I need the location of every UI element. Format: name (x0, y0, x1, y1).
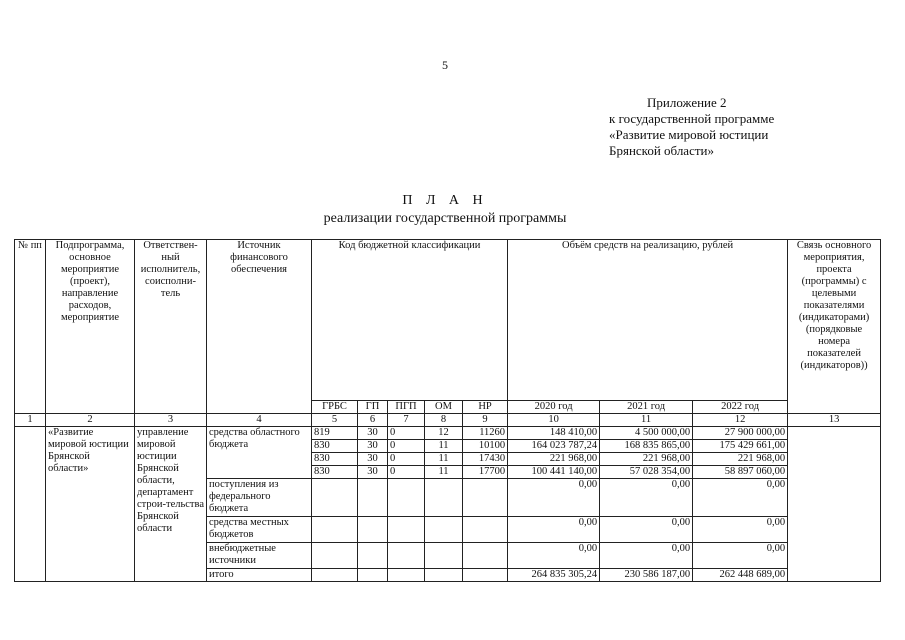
amount-2020: 100 441 140,00 (508, 466, 600, 479)
source-local: средства местных бюджетов (207, 517, 312, 543)
appendix-block (609, 95, 774, 159)
nr-cell (463, 569, 508, 582)
header-subprogram: Подпрограмма, основное мероприятие (проект), направление расходов, мероприятие (46, 240, 135, 414)
nr-cell (463, 543, 508, 569)
gp-cell: 30 (358, 453, 388, 466)
grbs-cell (312, 517, 358, 543)
amount-2021: 168 835 865,00 (600, 440, 693, 453)
om-cell (425, 517, 463, 543)
nr-cell (463, 517, 508, 543)
om-cell (425, 569, 463, 582)
amount-2022: 0,00 (693, 479, 788, 517)
amount-2020: 148 410,00 (508, 427, 600, 440)
plan-subtitle: реализации государственной программы (323, 211, 567, 226)
col-number: 12 (693, 414, 788, 427)
grbs-cell: 830 (312, 466, 358, 479)
grbs-cell: 819 (312, 427, 358, 440)
gp-cell: 30 (358, 466, 388, 479)
pgp-cell (388, 479, 425, 517)
col-number: 8 (425, 414, 463, 427)
appendix-line: «Развитие мировой юстиции (609, 127, 769, 142)
amount-2020: 164 023 787,24 (508, 440, 600, 453)
header-nr: НР (463, 401, 508, 414)
col-number: 11 (600, 414, 693, 427)
header-link: Связь основного мероприятия, проекта (программы) с целевыми показателями (индикаторами) (порядковые номера показателей (индикаторов)) (788, 240, 881, 414)
total-2022: 262 448 689,00 (693, 569, 788, 582)
col-number: 6 (358, 414, 388, 427)
col-number: 13 (788, 414, 881, 427)
amount-2022: 27 900 000,00 (693, 427, 788, 440)
om-cell (425, 479, 463, 517)
amount-2021: 0,00 (600, 517, 693, 543)
pgp-cell: 0 (388, 453, 425, 466)
om-cell (425, 543, 463, 569)
pgp-cell: 0 (388, 466, 425, 479)
header-pgp: ПГП (388, 401, 425, 414)
total-2020: 264 835 305,24 (508, 569, 600, 582)
header-kbk: Код бюджетной классификации (312, 240, 508, 401)
gp-cell: 30 (358, 440, 388, 453)
gp-cell: 30 (358, 427, 388, 440)
pgp-cell: 0 (388, 440, 425, 453)
gp-cell (358, 479, 388, 517)
gp-cell (358, 517, 388, 543)
row-num-cell (15, 427, 46, 582)
col-number: 2 (46, 414, 135, 427)
nr-cell (463, 479, 508, 517)
column-numbers-row (15, 414, 881, 427)
nr-cell: 17430 (463, 453, 508, 466)
om-cell: 11 (425, 466, 463, 479)
grbs-cell (312, 479, 358, 517)
subprogram-name: «Развитие мировой юстиции Брянской области» (46, 427, 135, 582)
appendix-line: Брянской области» (609, 143, 714, 158)
source-extrabudgetary: внебюджетные источники (207, 543, 312, 569)
page-number: 5 (442, 58, 448, 72)
header-gp: ГП (358, 401, 388, 414)
amount-2022: 175 429 661,00 (693, 440, 788, 453)
col-number: 1 (15, 414, 46, 427)
col-number: 5 (312, 414, 358, 427)
appendix-line: к государственной программе (609, 111, 775, 126)
amount-2022: 58 897 060,00 (693, 466, 788, 479)
pgp-cell (388, 517, 425, 543)
amount-2022: 0,00 (693, 517, 788, 543)
amount-2021: 0,00 (600, 543, 693, 569)
executor-name: управление мировой юстиции Брянской области, департамент строи-тельства Брянской области (135, 427, 207, 582)
grbs-cell: 830 (312, 440, 358, 453)
om-cell: 12 (425, 427, 463, 440)
header-year-2021: 2021 год (600, 401, 693, 414)
grbs-cell (312, 543, 358, 569)
source-regional-budget: средства областного бюджета (207, 427, 312, 479)
pgp-cell (388, 569, 425, 582)
amount-2022: 0,00 (693, 543, 788, 569)
header-num: № пп (15, 240, 46, 414)
amount-2020: 0,00 (508, 517, 600, 543)
total-2021: 230 586 187,00 (600, 569, 693, 582)
gp-cell (358, 543, 388, 569)
header-om: ОМ (425, 401, 463, 414)
total-label: итого (207, 569, 312, 582)
amount-2022: 221 968,00 (693, 453, 788, 466)
om-cell: 11 (425, 453, 463, 466)
header-year-2020: 2020 год (508, 401, 600, 414)
header-source: Источник финансового обеспечения (207, 240, 312, 414)
grbs-cell (312, 569, 358, 582)
source-federal: поступления из федерального бюджета (207, 479, 312, 517)
col-number: 4 (207, 414, 312, 427)
plan-table (14, 239, 881, 582)
header-volume: Объём средств на реализацию, рублей (508, 240, 788, 401)
om-cell: 11 (425, 440, 463, 453)
col-number: 10 (508, 414, 600, 427)
col-number: 9 (463, 414, 508, 427)
header-grbs: ГРБС (312, 401, 358, 414)
table-row (15, 427, 881, 440)
pgp-cell (388, 543, 425, 569)
nr-cell: 11260 (463, 427, 508, 440)
indicator-link-cell (788, 427, 881, 582)
amount-2020: 221 968,00 (508, 453, 600, 466)
pgp-cell: 0 (388, 427, 425, 440)
amount-2021: 221 968,00 (600, 453, 693, 466)
col-number: 7 (388, 414, 425, 427)
amount-2021: 0,00 (600, 479, 693, 517)
gp-cell (358, 569, 388, 582)
appendix-line: Приложение 2 (647, 95, 727, 110)
header-year-2022: 2022 год (693, 401, 788, 414)
grbs-cell: 830 (312, 453, 358, 466)
col-number: 3 (135, 414, 207, 427)
amount-2020: 0,00 (508, 479, 600, 517)
amount-2021: 57 028 354,00 (600, 466, 693, 479)
nr-cell: 10100 (463, 440, 508, 453)
amount-2021: 4 500 000,00 (600, 427, 693, 440)
nr-cell: 17700 (463, 466, 508, 479)
plan-title: П Л А Н (402, 193, 488, 208)
header-executor: Ответствен-ный исполнитель, соисполни-тель (135, 240, 207, 414)
amount-2020: 0,00 (508, 543, 600, 569)
